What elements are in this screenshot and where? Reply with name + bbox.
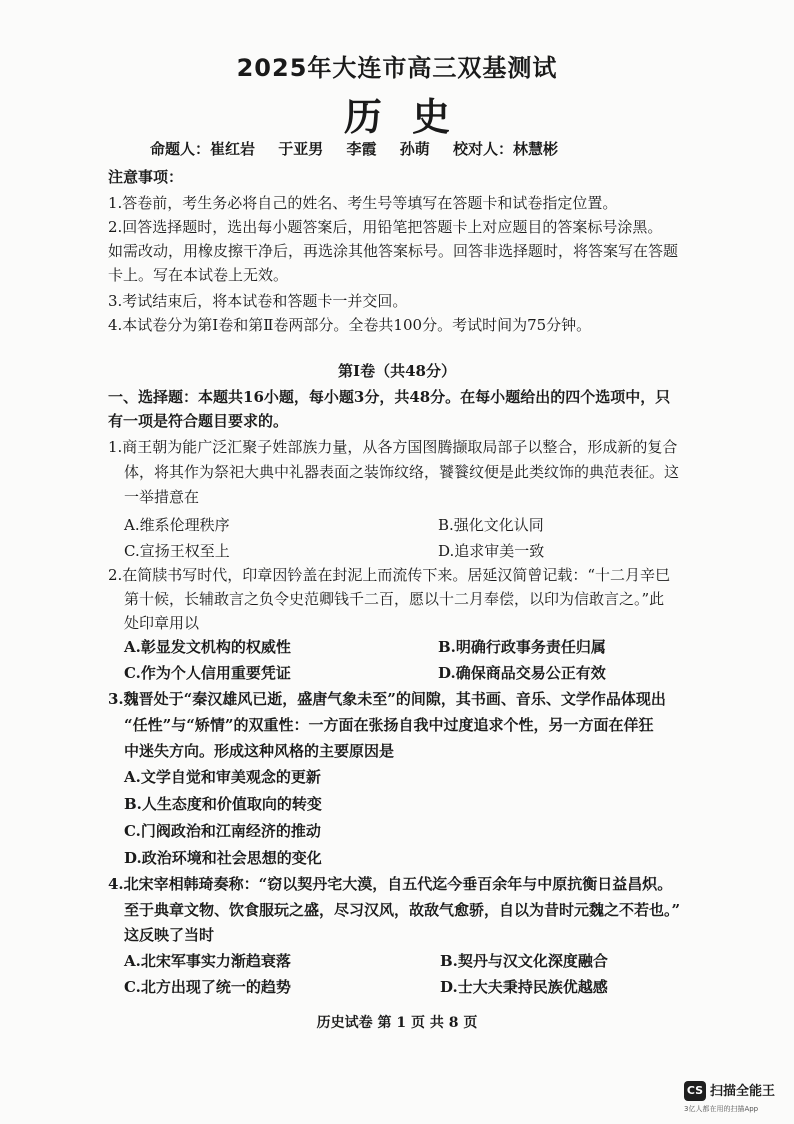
question-3-stem: 中迷失方向。形成这种风格的主要原因是	[124, 742, 395, 760]
question-4-option-d[interactable]: D.士大夫秉持民族优越感	[440, 978, 608, 996]
question-1-option-c[interactable]: C.宣扬王权至上	[124, 542, 230, 560]
page-footer: 历史试卷 第 1 页 共 8 页	[316, 1015, 478, 1031]
question-4-option-a[interactable]: A.北宋军事实力渐趋衰落	[124, 952, 291, 970]
notice-line: 3.考试结束后，将本试卷和答题卡一并交回。	[108, 292, 408, 310]
question-3-stem: 3.魏晋处于“秦汉雄风已逝，盛唐气象未至”的间隙，其书画、音乐、文学作品体现出	[108, 690, 666, 708]
question-3-option-a[interactable]: A.文学自觉和审美观念的更新	[124, 768, 321, 786]
question-2-stem: 第十候，长辅敢言之负令史范卿钱千二百，愿以十二月奉偿，以印为信敢言之。”此	[124, 590, 665, 608]
question-3-stem: “任性”与“矫情”的双重性：一方面在张扬自我中过度追求个性，另一方面在佯狂	[124, 716, 654, 734]
question-2-option-b[interactable]: B.明确行政事务责任归属	[438, 638, 606, 656]
author-3: 李霞	[346, 140, 377, 158]
question-1-option-a[interactable]: A.维系伦理秩序	[124, 516, 230, 534]
question-3-option-c[interactable]: C.门阀政治和江南经济的推动	[124, 822, 321, 840]
subject-title: 历史	[343, 94, 480, 139]
question-1-option-d[interactable]: D.追求审美一致	[438, 542, 545, 560]
authors-line	[150, 138, 750, 159]
scanner-tagline: 3亿人都在用的扫描App	[684, 1105, 759, 1113]
notice-line: 如需改动，用橡皮擦干净后，再选涂其他答案标号。回答非选择题时，将答案写在答题	[108, 242, 679, 260]
question-2-option-a[interactable]: A.彰显发文机构的权威性	[124, 638, 291, 656]
notice-heading: 注意事项：	[108, 168, 184, 186]
proofreader: 校对人：林慧彬	[453, 140, 559, 158]
question-4-stem: 这反映了当时	[124, 926, 215, 944]
question-3-option-d[interactable]: D.政治环境和社会思想的变化	[124, 849, 322, 867]
question-3-option-b[interactable]: B.人生态度和价值取向的转变	[124, 795, 322, 813]
question-1-stem: 一举措意在	[124, 488, 200, 506]
author-1: 命题人：崔红岩	[150, 140, 256, 158]
question-4-stem: 至于典章文物、饮食服玩之盛，尽习汉风，故敌气愈骄，自以为昔时元魏之不若也。”	[124, 901, 681, 919]
notice-line: 卡上。写在本试卷上无效。	[108, 266, 289, 284]
notice-line: 4.本试卷分为第Ⅰ卷和第Ⅱ卷两部分。全卷共100分。考试时间为75分钟。	[108, 316, 592, 334]
question-2-stem: 2.在简牍书写时代，印章因钤盖在封泥上而流传下来。居延汉简曾记载：“十二月辛巳	[108, 566, 670, 584]
question-1-stem: 1.商王朝为能广泛汇聚子姓部族力量，从各方国图腾撷取局部子以整合，形成新的复合	[108, 438, 678, 456]
author-4: 孙萌	[399, 140, 430, 158]
author-2: 于亚男	[278, 140, 324, 158]
scanner-app-name: 扫描全能王	[710, 1084, 776, 1099]
notice-line: 1.答卷前，考生务必将自己的姓名、考生号等填写在答题卡和试卷指定位置。	[108, 194, 618, 212]
question-2-option-d[interactable]: D.确保商品交易公正有效	[438, 664, 606, 682]
exam-title: 2025年大连市高三双基测试	[236, 54, 558, 82]
section-intro: 有一项是符合题目要求的。	[108, 412, 289, 430]
question-2-option-c[interactable]: C.作为个人信用重要凭证	[124, 664, 291, 682]
question-4-option-c[interactable]: C.北方出现了统一的趋势	[124, 978, 291, 996]
notice-line: 2.回答选择题时，选出每小题答案后，用铅笔把答题卡上对应题目的答案标号涂黑。	[108, 218, 663, 236]
scanner-logo-icon: CS	[684, 1081, 706, 1101]
question-2-stem: 处印章用以	[124, 614, 200, 632]
question-1-option-b[interactable]: B.强化文化认同	[438, 516, 544, 534]
section-title: 第Ⅰ卷（共48分）	[338, 362, 456, 380]
question-1-stem: 体，将其作为祭祀大典中礼器表面之装饰纹络，饕餮纹便是此类纹饰的典范表征。这	[124, 463, 680, 481]
section-intro: 一、选择题：本题共16小题，每小题3分，共48分。在每小题给出的四个选项中，只	[108, 388, 671, 406]
question-4-stem: 4.北宋宰相韩琦奏称：“窃以契丹宅大漠，自五代迄今垂百余年与中原抗衡日益昌炽。	[108, 875, 673, 893]
question-4-option-b[interactable]: B.契丹与汉文化深度融合	[440, 952, 608, 970]
